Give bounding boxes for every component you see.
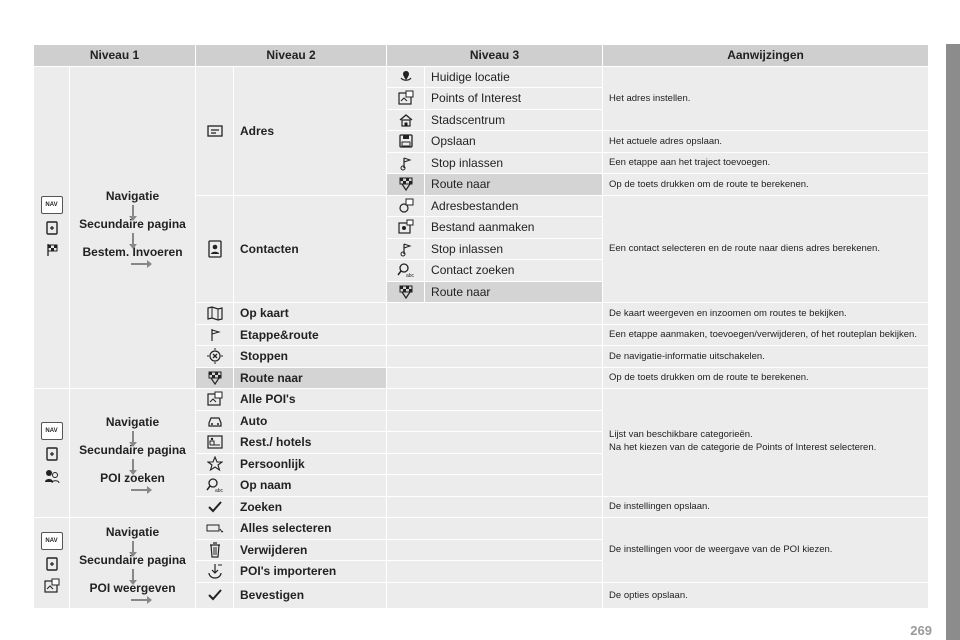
arrow-right-icon [131,599,147,601]
svg-text:abc: abc [214,488,223,494]
city-centre-icon [387,109,425,131]
poi-map-icon [42,578,62,594]
lvl3-empty [387,432,603,454]
group1-flow [70,66,196,389]
lvl2-route-naar: Route naar [234,367,387,389]
lvl2-alles-selecteren: Alles selecteren [234,518,387,540]
header-niveau-1: Niveau 1 [34,45,196,67]
lvl3-stop-inlassen: Stop inlassen [425,152,603,174]
lvl3-points-of-interest: Points of Interest [425,88,603,110]
flow-secundaire-pagina: Secundaire pagina [79,217,186,232]
note-weergave-instellingen: De instellingen voor de weergave van de POI kiezen. [603,518,929,583]
lvl2-bevestigen: Bevestigen [234,582,387,608]
lvl2-stoppen: Stoppen [234,346,387,368]
arrow-down-icon [132,431,134,443]
lvl3-empty [387,453,603,475]
contacts-icon [196,195,234,303]
arrow-right-icon [131,263,147,265]
page-number: 269 [910,623,932,638]
all-poi-icon [196,389,234,411]
flow-navigatie: Navigatie [105,524,160,539]
arrow-down-icon [132,459,134,471]
lvl2-persoonlijk: Persoonlijk [234,453,387,475]
group3-icons [34,518,70,609]
lvl3-bestand-aanmaken: Bestand aanmaken [425,217,603,239]
arrow-right-icon [131,489,147,491]
lvl3-adresbestanden: Adresbestanden [425,195,603,217]
map-icon [196,303,234,325]
note-na-kiezen: Na het kiezen van de categorie de Points of Interest selecteren. [609,442,877,454]
flow-bestem-invoeren: Bestem. Invoeren [82,245,183,260]
lvl3-empty [387,389,603,411]
screen-icon [42,446,62,462]
star-icon [196,453,234,475]
location-icon [387,66,425,88]
group1-icons [34,66,70,389]
waypoint-flag-icon [196,324,234,346]
flow-poi-zoeken: POI zoeken [100,471,165,485]
flow-navigatie: Navigatie [105,189,160,204]
import-usb-icon [196,561,234,583]
lvl3-contact-zoeken: Contact zoeken [425,260,603,282]
lvl2-etappe-route: Etappe&route [234,324,387,346]
lvl3-empty [387,539,603,561]
note-adres-opslaan: Het actuele adres opslaan. [603,131,929,153]
flow-secundaire-pagina: Secundaire pagina [79,443,186,457]
flow-secundaire-pagina: Secundaire pagina [79,552,186,567]
lvl3-empty [387,561,603,583]
lvl3-empty [387,410,603,432]
arrow-down-icon [132,569,134,581]
screen-icon [42,220,62,236]
header-aanwijzingen: Aanwijzingen [603,45,929,67]
lvl3-empty [387,346,603,368]
stopover-icon [387,238,425,260]
nav-badge-icon: NAV [41,196,63,214]
lvl3-opslaan: Opslaan [425,131,603,153]
address-icon [196,66,234,195]
flow-poi-weergeven: POI weergeven [89,580,176,595]
note-etappe-aanmaken: Een etappe aanmaken, toevoegen/verwijderen, of het routeplan bekijken. [603,324,929,346]
header-niveau-3: Niveau 3 [387,45,603,67]
nav-badge-icon: NAV [41,422,63,440]
stopover-icon [387,152,425,174]
note-contact-selecteren: Een contact selecteren en de route naar diens adres berekenen. [603,195,929,303]
side-tab-strip [946,44,960,640]
group2-flow [70,389,196,518]
lvl3-empty [387,496,603,518]
poi-map-icon [387,88,425,110]
note-route-berekenen-2: Op de toets drukken om de route te berekenen. [603,367,929,389]
route-flag-icon [387,174,425,196]
trash-icon [196,539,234,561]
search-contact-icon [387,260,425,282]
arrow-down-icon [132,205,134,217]
group2-icons [34,389,70,518]
lvl3-empty [387,582,603,608]
create-file-icon [387,217,425,239]
lvl3-huidige-locatie: Huidige locatie [425,66,603,88]
note-etappe-toevoegen: Een etappe aan het traject toevoegen. [603,152,929,174]
lvl3-empty [387,303,603,325]
nav-badge-icon: NAV [41,532,63,550]
lvl2-verwijderen: Verwijderen [234,539,387,561]
lvl3-stop-inlassen-2: Stop inlassen [425,238,603,260]
note-instellingen-opslaan: De instellingen opslaan. [603,496,929,518]
note-nav-uitschakelen: De navigatie-informatie uitschakelen. [603,346,929,368]
navigation-menu-table [33,44,929,609]
lvl3-empty [387,518,603,540]
route-flag-icon [196,367,234,389]
search-by-name-icon [196,475,234,497]
note-categorieen [603,389,929,497]
lvl2-auto: Auto [234,410,387,432]
lvl2-rest-hotels: Rest./ hotels [234,432,387,454]
lvl2-op-kaart: Op kaart [234,303,387,325]
arrow-down-icon [132,541,134,553]
lvl3-route-naar-2: Route naar [425,281,603,303]
lvl2-zoeken: Zoeken [234,496,387,518]
note-kaart-weergeven: De kaart weergeven en inzoomen om routes te bekijken. [603,303,929,325]
svg-text:abc: abc [405,273,414,279]
hotel-icon [196,432,234,454]
flow-navigatie: Navigatie [105,415,160,429]
checkmark-icon [196,496,234,518]
screen-icon [42,556,62,572]
note-route-berekenen: Op de toets drukken om de route te berekenen. [603,174,929,196]
note-lijst-categorieen: Lijst van beschikbare categorieën. [609,429,753,441]
lvl2-contacten: Contacten [234,195,387,303]
lvl3-empty [387,367,603,389]
flag-icon [42,242,62,258]
save-icon [387,131,425,153]
checkmark-icon [196,582,234,608]
route-flag-icon [387,281,425,303]
lvl2-pois-importeren: POI's importeren [234,561,387,583]
lvl3-empty [387,324,603,346]
select-all-icon [196,518,234,540]
group3-flow [70,518,196,609]
address-book-icon [387,195,425,217]
lvl3-empty [387,475,603,497]
note-adres-instellen: Het adres instellen. [603,66,929,131]
lvl2-op-naam: Op naam [234,475,387,497]
note-opties-opslaan: De opties opslaan. [603,582,929,608]
poi-people-icon [42,468,62,484]
arrow-down-icon [132,233,134,245]
stop-navigation-icon [196,346,234,368]
lvl2-adres: Adres [234,66,387,195]
header-niveau-2: Niveau 2 [196,45,387,67]
car-icon [196,410,234,432]
lvl3-stadscentrum: Stadscentrum [425,109,603,131]
lvl2-alle-pois: Alle POI's [234,389,387,411]
lvl3-route-naar: Route naar [425,174,603,196]
